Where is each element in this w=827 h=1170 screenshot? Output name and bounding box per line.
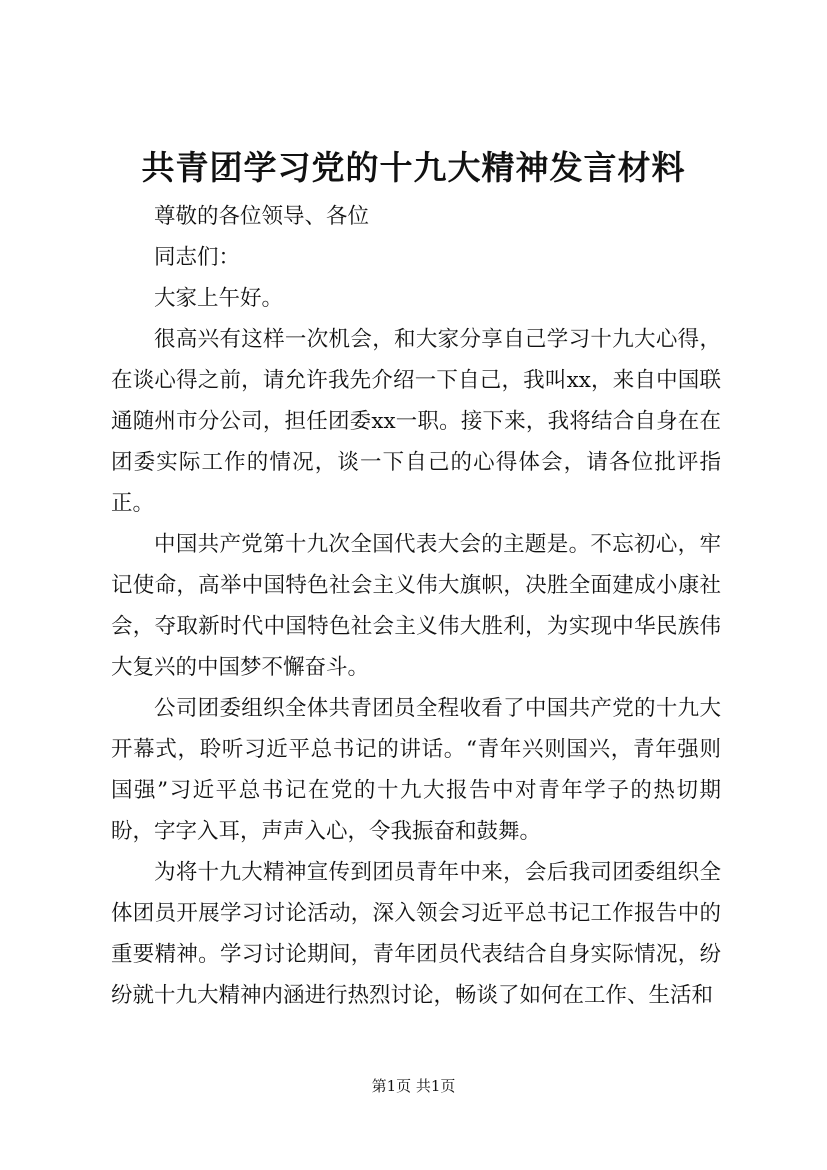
paragraph-salutation-2: 同志们：	[154, 245, 241, 270]
paragraph-salutation-1: 尊敬的各位领导、各位	[154, 204, 370, 229]
paragraph-introduction: 很高兴有这样一次机会，和大家分享自己学习十九大心得，在谈心得之前，请允许我先介绍一下自己，我叫xx，来自中国联通随州市分公司，担任团委xx一职。接下来，我将结合自身在在团委实际工作的情况，谈一下自己的心得体会，请各位批评指正。	[111, 327, 721, 516]
paragraph-opening-ceremony: 公司团委组织全体共青团员全程收看了中国共产党的十九大开幕式，聆听习近平总书记的讲话。“青年兴则国兴，青年强则国强”习近平总书记在党的十九大报告中对青年学子的热切期盼，字字入耳，声声入心，令我振奋和鼓舞。	[111, 696, 721, 844]
page-number-footer: 第1页 共1页	[371, 1077, 456, 1095]
document-title: 共青团学习党的十九大精神发言材料	[141, 148, 686, 187]
document-body	[111, 196, 721, 1016]
paragraph-greeting: 大家上午好。	[154, 286, 284, 311]
paragraph-study-activity: 为将十九大精神宣传到团员青年中来，会后我司团委组织全体团员开展学习讨论活动，深入领会习近平总书记工作报告中的重要精神。学习讨论期间，青年团员代表结合自身实际情况，纷纷就十九大精神内涵进行热烈讨论，畅谈了如何在工作、生活和	[111, 860, 721, 1008]
paragraph-congress-theme: 中国共产党第十九次全国代表大会的主题是。不忘初心，牢记使命，高举中国特色社会主义伟大旗帜，决胜全面建成小康社会，夺取新时代中国特色社会主义伟大胜利，为实现中华民族伟大复兴的中国梦不懈奋斗。	[111, 532, 721, 680]
